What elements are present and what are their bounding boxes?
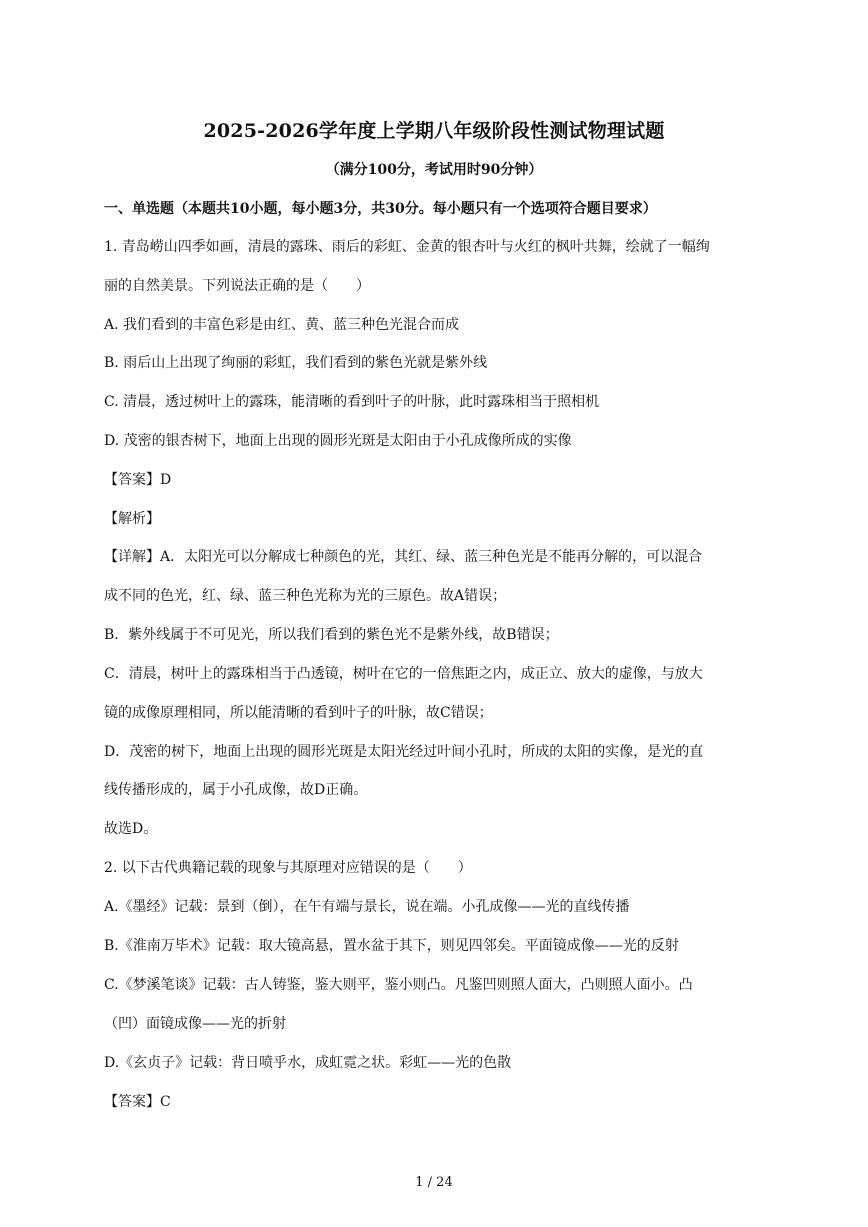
text-line: B. 雨后山上出现了绚丽的彩虹，我们看到的紫色光就是紫外线 (104, 355, 488, 371)
text-line: 镜的成像原理相同，所以能清晰的看到叶子的叶脉，故C错误； (104, 705, 493, 721)
text-line: B．紫外线属于不可见光，所以我们看到的紫色光不是紫外线，故B错误； (104, 627, 559, 643)
text-line: C. 清晨，透过树叶上的露珠，能清晰的看到叶子的叶脉，此时露珠相当于照相机 (104, 394, 600, 410)
text-line: 故选D。 (104, 821, 158, 837)
text-line: A.《墨经》记载：景到（倒），在午有端与景长，说在端。小孔成像——光的直线传播 (104, 899, 630, 915)
text-line: C.《梦溪笔谈》记载：古人铸鉴，鉴大则平，鉴小则凸。凡鉴凹则照人面大，凸则照人面小。凸 (104, 977, 693, 993)
answer-line: 【答案】D (104, 472, 172, 488)
page-number: 1 / 24 (415, 1175, 453, 1190)
text-line: D.《玄贞子》记载：背日喷乎水，成虹霓之状。彩虹——光的色散 (104, 1055, 512, 1071)
text-line: B.《淮南万毕术》记载：取大镜高悬，置水盆于其下，则见四邻矣。平面镜成像——光的反射 (104, 938, 679, 954)
answer-line: 【答案】C (104, 1094, 171, 1110)
text-line: C．清晨，树叶上的露珠相当于凸透镜，树叶在它的一倍焦距之内，成正立、放大的虚像，与放大 (104, 666, 703, 682)
text-line: 成不同的色光，红、绿、蓝三种色光称为光的三原色。故A错误； (104, 588, 507, 604)
text-line: 线传播形成的，属于小孔成像，故D正确。 (104, 782, 368, 798)
text-line: 2. 以下古代典籍记载的现象与其原理对应错误的是（ ） (104, 860, 472, 876)
analysis-label: 【解析】 (104, 511, 160, 527)
text-line: 1. 青岛崂山四季如画，清晨的露珠、雨后的彩虹、金黄的银杏叶与火红的枫叶共舞，绘就了一幅绚 (104, 239, 710, 255)
text-line: A. 我们看到的丰富色彩是由红、黄、蓝三种色光混合而成 (104, 317, 460, 333)
text-line: D．茂密的树下，地面上出现的圆形光斑是太阳光经过叶间小孔时，所成的太阳的实像，是光的直 (104, 744, 704, 760)
text-line: （凹）面镜成像——光的折射 (104, 1016, 286, 1032)
exam-title: 2025-2026学年度上学期八年级阶段性测试物理试题 (203, 120, 665, 142)
text-line: 丽的自然美景。下列说法正确的是（ ） (104, 278, 370, 294)
text-line: 【详解】A．太阳光可以分解成七种颜色的光，其红、绿、蓝三种色光是不能再分解的，可以混合 (104, 549, 703, 565)
exam-subtitle: （满分100分，考试用时90分钟） (325, 162, 543, 178)
text-line: D. 茂密的银杏树下，地面上出现的圆形光斑是太阳由于小孔成像所成的实像 (104, 433, 572, 449)
section-heading: 一、单选题（本题共10小题，每小题3分，共30分。每小题只有一个选项符合题目要求） (104, 201, 657, 217)
